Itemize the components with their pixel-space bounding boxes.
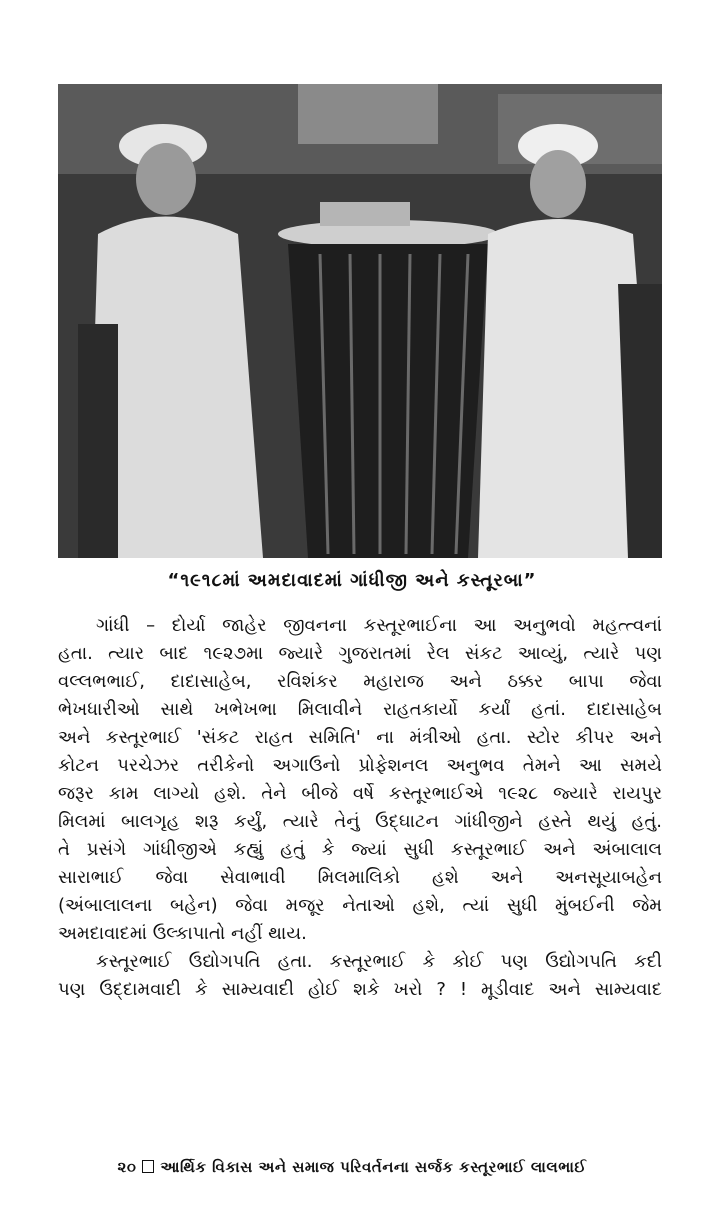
page-number: ૨૦ xyxy=(117,1158,137,1176)
historical-photo xyxy=(58,84,662,558)
text-line: ભેખધારીઓ સાથે ખભેખભા મિલાવીને રાહતકાર્યો કર્યાં હતાં. દાદાસાહેબ xyxy=(58,699,662,720)
text-line: જરૂર કામ લાગ્યો હશે. તેને બીજે વર્ષે કસ્તૂરભાઈએ ૧૯૨૮ જ્યારે રાયપુર xyxy=(58,783,662,804)
photo-illustration xyxy=(58,84,662,558)
text-line: પણ ઉદ્દામવાદી કે સામ્યવાદી હોઈ શકે ખરો ? ! મૂડીવાદ અને સામ્યવાદ xyxy=(58,979,662,1000)
square-icon xyxy=(142,1160,154,1173)
text-line: હતા. ત્યાર બાદ ૧૯૨૭મા જ્યારે ગુજરાતમાં રેલ સંકટ આવ્યું, ત્યારે પણ xyxy=(58,643,662,664)
text-line: કોટન પરચેઝર તરીકેનો અગાઉનો પ્રોફેશનલ અનુભવ તેમને આ સમયે xyxy=(58,755,662,776)
book-title: આર્થિક વિકાસ અને સમાજ પરિવર્તનના સર્જક કસ્તૂરભાઈ લાલભાઈ xyxy=(160,1158,587,1176)
paragraph-2 xyxy=(58,948,662,1004)
photo-caption: “૧૯૧૮માં અમદાવાદમાં ગાંધીજી અને કસ્તૂરબા” xyxy=(167,570,537,591)
text-line: અમદાવાદમાં ઉલ્કાપાતો નહીં થાય. xyxy=(58,923,307,944)
text-line: ગાંધી – દોર્યા જાહેર જીવનના કસ્તૂરભાઈના આ અનુભવો મહત્ત્વનાં xyxy=(96,615,662,636)
text-line: કસ્તૂરભાઈ ઉદ્યોગપતિ હતા. કસ્તૂરભાઈ કે કોઈ પણ ઉદ્યોગપતિ કદી xyxy=(96,951,662,972)
text-line: (અંબાલાલના બહેન) જેવા મજૂર નેતાઓ હશે, ત્યાં સુધી મુંબઈની જેમ xyxy=(58,895,662,916)
body-text xyxy=(58,612,662,1004)
text-line: વલ્લભભાઈ, દાદાસાહેબ, રવિશંકર મહારાજ અને ઠક્કર બાપા જેવા xyxy=(58,671,662,692)
paragraph-1 xyxy=(58,612,662,948)
page-footer xyxy=(0,1158,704,1176)
text-line: સારાભાઈ જેવા સેવાભાવી મિલમાલિકો હશે અને અનસૂયાબહેન xyxy=(58,867,662,888)
text-line: તે પ્રસંગે ગાંધીજીએ કહ્યું હતું કે જ્યાં સુધી કસ્તૂરભાઈ અને અંબાલાલ xyxy=(58,839,662,860)
text-line: અને કસ્તૂરભાઈ 'સંકટ રાહત સમિતિ' ના મંત્રીઓ હતા. સ્ટોર કીપર અને xyxy=(58,727,662,748)
text-line: મિલમાં બાલગૃહ શરૂ કર્યું, ત્યારે તેનું ઉદ્‌ઘાટન ગાંધીજીને હસ્તે થયું હતું. xyxy=(58,811,662,832)
